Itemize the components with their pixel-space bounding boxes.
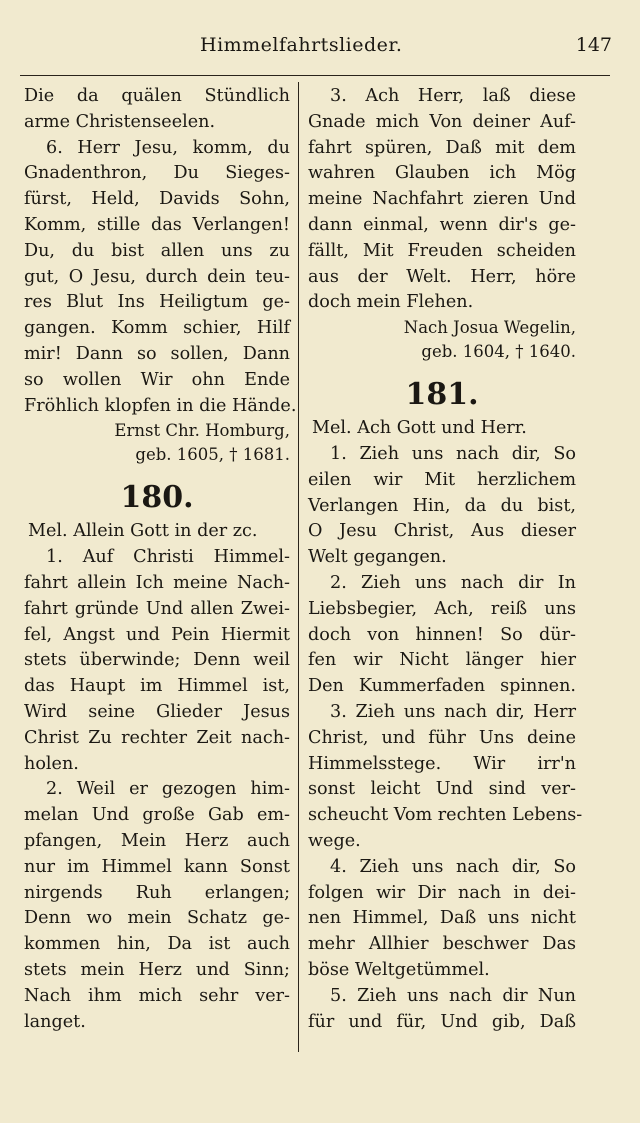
verse-line: 1. Zieh uns nach dir, So [330, 443, 576, 464]
verse-line: gangen. Komm schier, Hilf [24, 318, 290, 339]
verse-line: 5. Zieh uns nach dir Nun [330, 985, 576, 1006]
verse-line: Christ Zu rechter Zeit nach- [24, 727, 290, 748]
verse-line: Die da quälen Stündlich [24, 86, 290, 106]
verse-line: Denn wo mein Schatz ge- [24, 908, 290, 929]
verse-line: mehr Allhier beschwer Das [308, 934, 576, 955]
verse-line: 3. Ach Herr, laß diese [330, 86, 576, 106]
verse-line: das Haupt im Himmel ist, [24, 676, 290, 697]
verse-line: fel, Angst und Pein Hiermit [24, 624, 290, 645]
author-dates: geb. 1605, † 1681. [135, 445, 290, 465]
author-dates: geb. 1604, † 1640. [421, 342, 576, 362]
verse-line: stets mein Herz und Sinn; [24, 959, 290, 980]
melody-indication: Mel. Allein Gott in der zc. [28, 521, 258, 542]
verse-line: scheucht Vom rechten Lebens- [308, 805, 583, 826]
verse-5 [308, 984, 576, 1036]
verse-line: langet. [24, 1011, 86, 1032]
verse-line: res Blut Ins Heiligtum ge- [24, 292, 290, 313]
verse-line: doch von hinnen! So dür- [308, 624, 576, 645]
verse-line: 2. Weil er gezogen him- [46, 779, 290, 800]
author-attribution: Ernst Chr. Homburg, [114, 421, 290, 441]
left-column [24, 84, 297, 1035]
verse-line: wahren Glauben ich Mög [308, 163, 576, 184]
verse-line: Christ, und führ Uns deine [308, 727, 576, 748]
verse-line: pfangen, Mein Herz auch [24, 830, 290, 851]
verse-line: sonst leicht Und sind ver- [308, 779, 576, 800]
verse-line: kommen hin, Da ist auch [24, 934, 290, 955]
verse-line: Wird seine Glieder Jesus [24, 701, 290, 722]
verse-line: Nach ihm mich sehr ver- [24, 985, 290, 1006]
verse-line: fahrt gründe Und allen Zwei- [24, 598, 290, 619]
author-attribution: Nach Josua Wegelin, [403, 318, 576, 338]
verse-line: Den Kummerfaden spinnen. [308, 676, 576, 697]
verse-1 [24, 545, 290, 777]
verse-3 [308, 84, 576, 316]
verse-line: Gnadenthron, Du Sieges- [24, 163, 290, 184]
verse-line: fällt, Mit Freuden scheiden [308, 240, 576, 261]
verse-line: Komm, stille das Verlangen! [24, 214, 290, 235]
verse-line: Fröhlich klopfen in die Hände. [24, 395, 297, 416]
hymn-number: 180. [120, 480, 194, 516]
verse-line: Welt gegangen. [308, 547, 447, 568]
verse-6 [24, 136, 297, 420]
verse-2 [24, 777, 290, 1035]
verse-2 [308, 571, 576, 700]
verse-1 [308, 442, 576, 571]
verse-line: böse Weltgetümmel. [308, 959, 490, 980]
verse-line: eilen wir Mit herzlichem [308, 469, 576, 490]
verse-line: folgen wir Dir nach in dei- [308, 882, 576, 903]
verse-line: 1. Auf Christi Himmel- [46, 547, 290, 568]
verse-line: 6. Herr Jesu, komm, du [46, 137, 290, 158]
verse-line: 3. Zieh uns nach dir, Herr [330, 701, 576, 722]
running-title: Himmelfahrtslieder. [200, 34, 403, 56]
verse-line: Verlangen Hin, da du bist, [308, 495, 576, 516]
continued-verse [24, 84, 290, 136]
verse-line: doch mein Flehen. [308, 292, 474, 313]
verse-line: Du, du bist allen uns zu [24, 240, 290, 261]
column-divider [298, 82, 299, 1052]
verse-line: nur im Himmel kann Sonst [24, 856, 290, 877]
verse-line: fen wir Nicht länger hier [308, 650, 576, 671]
header-rule [20, 75, 610, 76]
verse-line: stets überwinde; Denn weil [24, 650, 290, 671]
verse-line: Himmelsstege. Wir irr'n [308, 753, 576, 774]
verse-4 [308, 855, 576, 984]
verse-line: Liebsbegier, Ach, reiß uns [308, 598, 576, 619]
melody-indication: Mel. Ach Gott und Herr. [312, 418, 527, 439]
verse-line: aus der Welt. Herr, höre [308, 266, 576, 287]
verse-line: arme Christenseelen. [24, 111, 216, 132]
verse-line: so wollen Wir ohn Ende [24, 369, 290, 390]
verse-line: meine Nachfahrt zieren Und [308, 189, 576, 210]
verse-line: holen. [24, 753, 79, 774]
verse-line: O Jesu Christ, Aus dieser [308, 521, 576, 542]
verse-line: Gnade mich Von deiner Auf- [308, 111, 576, 132]
verse-line: 2. Zieh uns nach dir In [330, 572, 576, 593]
verse-line: für und für, Und gib, Daß [308, 1011, 576, 1032]
verse-line: melan Und große Gab em- [24, 805, 290, 826]
verse-line: nen Himmel, Daß uns nicht [308, 908, 576, 929]
verse-3b [308, 700, 583, 855]
right-column [308, 84, 583, 1035]
hymn-number: 181. [405, 377, 479, 413]
verse-line: mir! Dann so sollen, Dann [24, 343, 290, 364]
verse-line: fahrt allein Ich meine Nach- [24, 572, 290, 593]
verse-line: 4. Zieh uns nach dir, So [330, 856, 576, 877]
page-number: 147 [575, 34, 612, 56]
verse-line: fahrt spüren, Daß mit dem [308, 137, 576, 158]
page-header [20, 30, 612, 70]
verse-line: nirgends Ruh erlangen; [24, 882, 290, 903]
verse-line: gut, O Jesu, durch dein teu- [24, 266, 290, 287]
verse-line: fürst, Held, Davids Sohn, [24, 189, 290, 210]
verse-line: wege. [308, 830, 361, 851]
verse-line: dann einmal, wenn dir's ge- [308, 214, 576, 235]
